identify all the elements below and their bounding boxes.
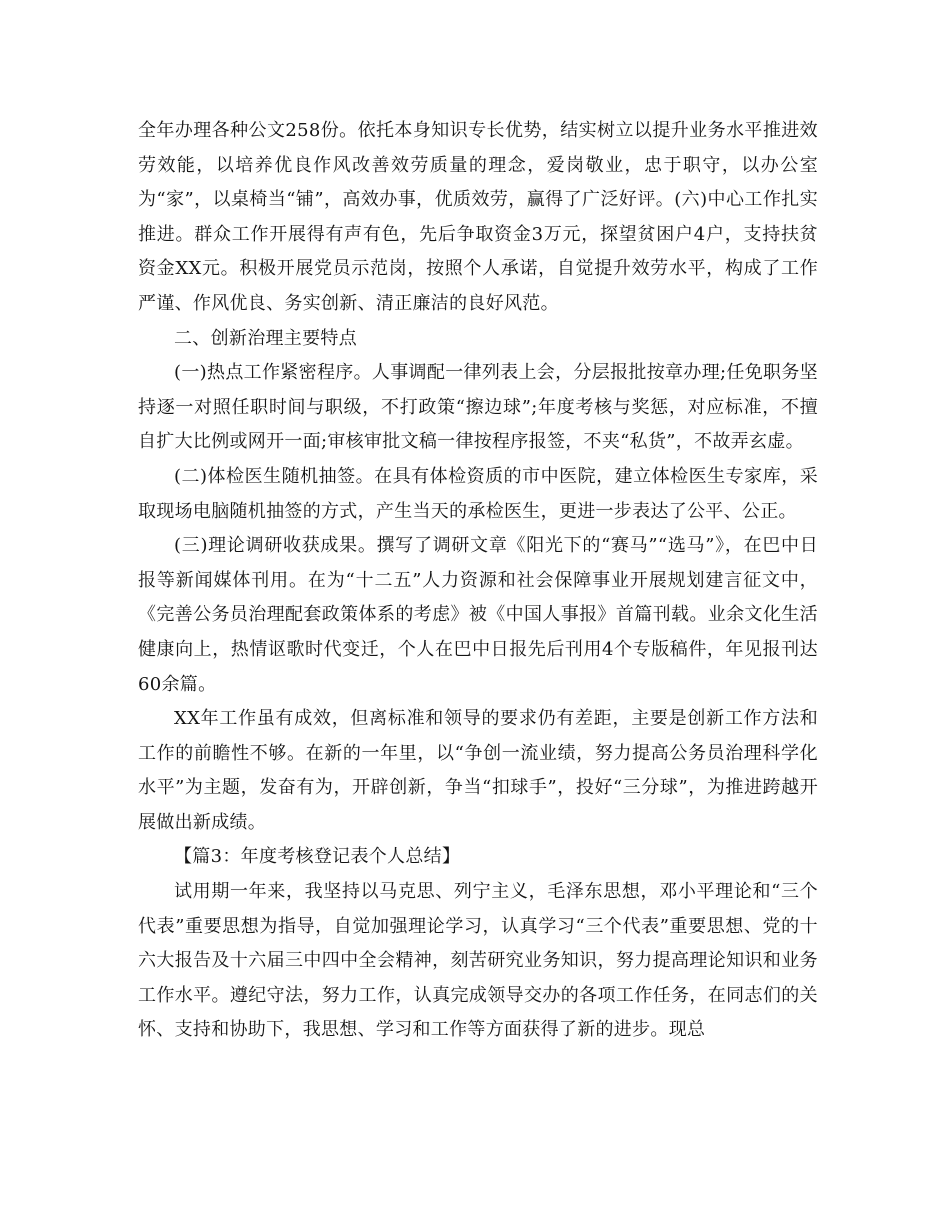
paragraph-outlook: XX年工作虽有成效，但离标准和领导的要求仍有差距，主要是创新工作方法和工作的前瞻性不够。在新的一年里，以“争创一流业绩，努力提高公务员治理科学化水平”为主题，发奋有为，开辟创新，争当“扣球手”，投好“三分球”，为推进跨越开展做出新成绩。: [138, 708, 818, 833]
paragraph-probation-summary: 试用期一年来，我坚持以马克思、列宁主义，毛泽东思想，邓小平理论和“三个代表”重要思想为指导，自觉加强理论学习，认真学习“三个代表”重要思想、党的十六大报告及十六届三中四中全会精神，刻苦研究业务知识，努力提高理论知识和业务工作水平。遵纪守法，努力工作，认真完成领导交办的各项工作任务，在同志们的关怀、支持和协助下，我思想、学习和工作等方面获得了新的进步。现总: [138, 881, 818, 1041]
paragraph-research: (三)理论调研收获成果。撰写了调研文章《阳光下的“赛马”“选马”》，在巴中日报等新闻媒体刊用。在为“十二五”人力资源和社会保障事业开展规划建言征文中，《完善公务员治理配套政策体系的考虑》被《中国人事报》首篇刊载。业余文化生活健康向上，热情讴歌时代变迁，个人在巴中日报先后刊用4个专版稿件，年见报刊达60余篇。: [138, 535, 818, 695]
section-heading-innovation: 二、创新治理主要特点: [174, 327, 357, 349]
paragraph-medical-lottery: (二)体检医生随机抽签。在具有体检资质的市中医院，建立体检医生专家库，采取现场电脑随机抽签的方式，产生当天的承检医生，更进一步表达了公平、公正。: [138, 465, 818, 522]
document-body: [138, 114, 818, 1048]
paragraph-procedures: (一)热点工作紧密程序。人事调配一律列表上会，分层报批按章办理;任免职务坚持逐一对照任职时间与职级，不打政策“擦边球”;年度考核与奖惩，对应标准，不擅自扩大比例或网开一面;审核审批文稿一律按程序报签，不夹“私货”，不故弄玄虚。: [138, 362, 818, 453]
section-heading-part-3: 【篇3：年度考核登记表个人总结】: [174, 846, 461, 868]
paragraph-office-work: 全年办理各种公文258份。依托本身知识专长优势，结实树立以提升业务水平推进效劳效能，以培养优良作风改善效劳质量的理念，爱岗敬业，忠于职守，以办公室为“家”，以桌椅当“铺”，高效办事，优质效劳，赢得了广泛好评。(六)中心工作扎实推进。群众工作开展得有声有色，先后争取资金3万元，探望贫困户4户，支持扶贫资金XX元。积极开展党员示范岗，按照个人承诺，自觉提升效劳水平，构成了工作严谨、作风优良、务实创新、清正廉洁的良好风范。: [138, 120, 818, 314]
